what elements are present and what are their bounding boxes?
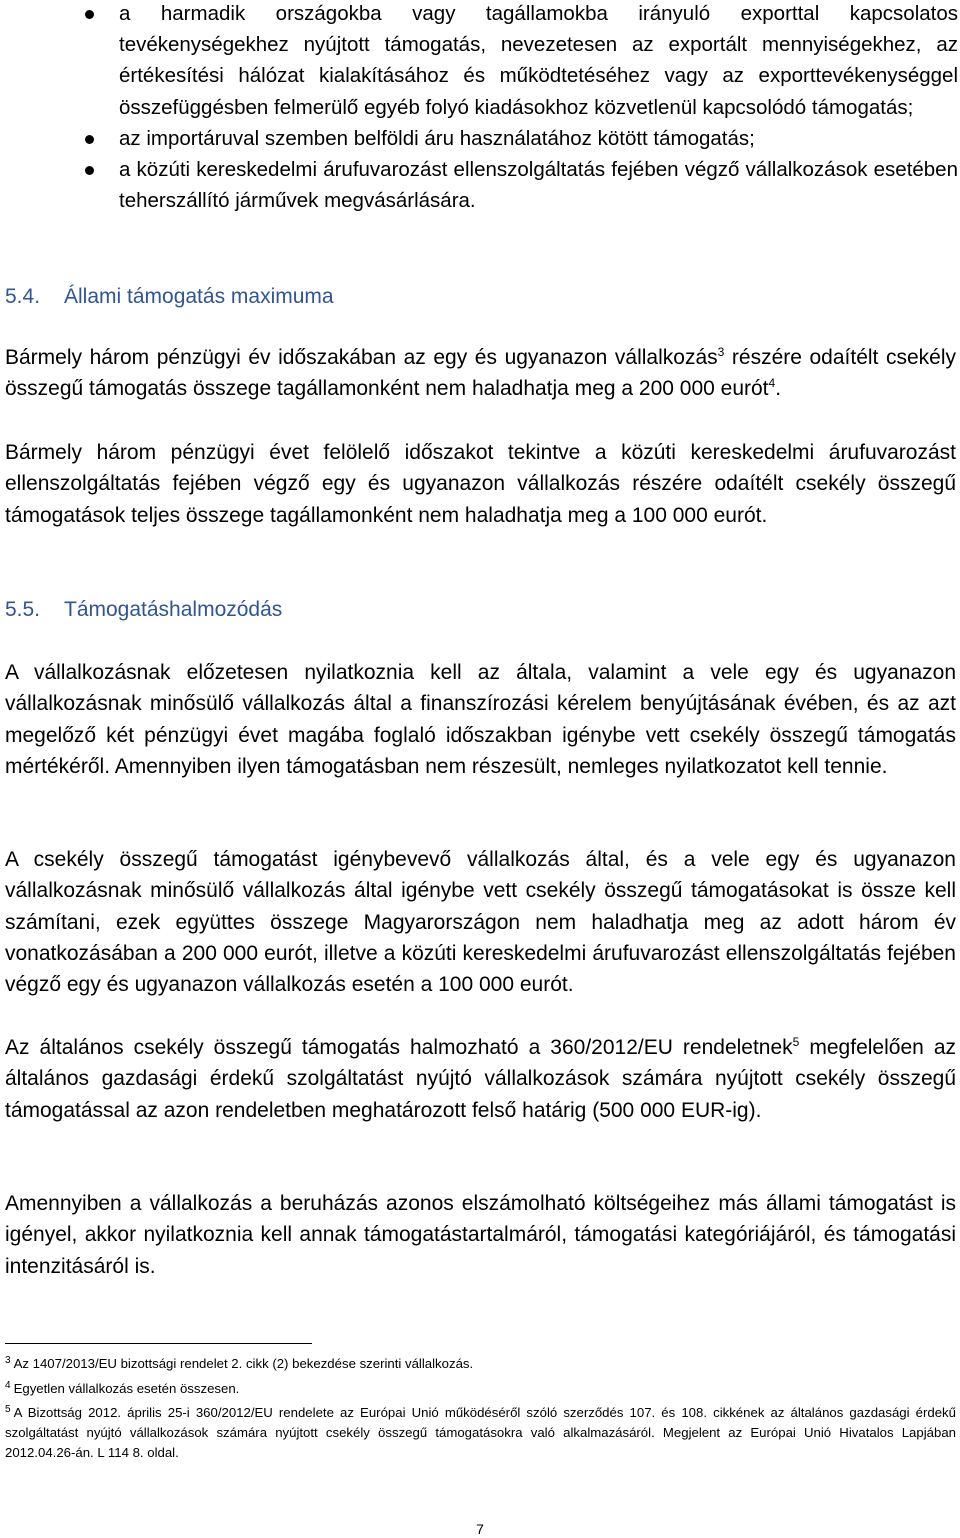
section-title: Állami támogatás maximuma xyxy=(64,285,334,308)
page-number: 7 xyxy=(476,1521,484,1537)
footnote xyxy=(5,1403,956,1463)
list-item-text: a harmadik országokba vagy tagállamokba irányuló exporttal kapcsolatos tevékenységekhez nyújtott támogatás, nevezetesen az exportált mennyiségekhez, az értékesítési hálózat kialakításához és működtetéséhez vagy az exporttevékenységgel összefüggésben felmerülő egyéb folyó kiadásokhoz közvetlenül kapcsolódó támogatás; xyxy=(119,2,958,119)
bullet-icon xyxy=(85,10,94,19)
footnote xyxy=(5,1354,956,1374)
footnote xyxy=(5,1379,956,1399)
footnote-mark: 5 xyxy=(5,1404,11,1415)
paragraph xyxy=(5,1032,956,1126)
list-item xyxy=(0,154,958,216)
paragraph: Bármely három pénzügyi évet felölelő időszakot tekintve a közúti kereskedelmi árufuvarozást ellenszolgáltatás fejében végző egy és ugyanazon vállalkozás részére odaítélt csekély összegű támogatások teljes összege tagállamonként nem haladhatja meg a 100 000 eurót. xyxy=(5,441,956,527)
bullet-icon xyxy=(85,135,94,144)
section-number: 5.4. xyxy=(5,285,41,308)
footnote-text: A Bizottság 2012. április 25-i 360/2012/EU rendelete az Európai Unió működéséről szóló szerződés 107. és 108. cikkének az általános gazdasági érdekű szolgáltatást nyújtó vállalkozások számára nyújtott csekély összegű támogatásokra való alkalmazásáról. Megjelent az Európai Unió Hivatalos Lapjában 2012.04.26-án. L 114 8. oldal. xyxy=(5,1405,956,1460)
footnote-separator xyxy=(5,1343,312,1344)
paragraph: A vállalkozásnak előzetesen nyilatkoznia kell az általa, valamint a vele egy és ugyanazon vállalkozásnak minősülő vállalkozás által a finanszírozási kérelem benyújtásának évében, és az azt megelőző két pénzügyi évet magába foglaló időszakban igénybe vett csekély összegű támogatás mértékéről. Amennyiben ilyen támogatásban nem részesült, nemleges nyilatkozatot kell tennie. xyxy=(5,661,956,778)
list-item xyxy=(0,0,958,123)
section-number: 5.5. xyxy=(5,598,41,621)
paragraph: A csekély összegű támogatást igénybevevő vállalkozás által, és a vele egy és ugyanazon vállalkozásnak minősülő vállalkozás által igénybe vett csekély összegű támogatásokat is össze kell számítani, ezek együttes összege Magyarországon nem haladhatja meg az adott három év vonatkozásában a 200 000 eurót, illetve a közúti kereskedelmi árufuvarozást ellenszolgáltatás fejében végző egy és ugyanazon vállalkozás esetén a 100 000 eurót. xyxy=(5,848,956,997)
paragraph: Amennyiben a vállalkozás a beruházás azonos elszámolható költségeihez más állami támogatást is igényel, akkor nyilatkoznia kell annak támogatástartalmáról, támogatási kategóriájáról, és támogatási intenzitásáról is. xyxy=(5,1192,956,1278)
footnote-ref[interactable]: 4 xyxy=(768,376,776,391)
footnote-text: Az 1407/2013/EU bizottsági rendelet 2. cikk (2) bekezdése szerinti vállalkozás. xyxy=(13,1356,474,1371)
paragraph-text: megfelelően az általános gazdasági érdekű szolgáltatást nyújtó vállalkozások számára nyújtott csekély összegű támogatással az azon rendeletben meghatározott felső határig (500 000 EUR-ig). xyxy=(5,1036,957,1122)
footnote-text: Egyetlen vállalkozás esetén összesen. xyxy=(13,1381,240,1396)
paragraph-text: részére odaítélt csekély összegű támogatás összege tagállamonként nem haladhatja meg a 200 000 eurót xyxy=(5,346,956,401)
list-item-text: az importáruval szemben belföldi áru használatához kötött támogatás; xyxy=(119,126,755,150)
paragraph-text: . xyxy=(775,377,782,401)
section-heading-5-4 xyxy=(5,283,334,311)
section-title: Támogatáshalmozódás xyxy=(64,598,283,621)
footnote-mark: 4 xyxy=(5,1380,11,1391)
paragraph-text: Az általános csekély összegű támogatás halmozható a 360/2012/EU rendeletnek xyxy=(5,1036,793,1059)
list-item-text: a közúti kereskedelmi árufuvarozást ellenszolgáltatás fejében végző vállalkozások esetében teherszállító járművek megvásárlására. xyxy=(119,158,958,213)
list-item xyxy=(0,123,958,154)
paragraph xyxy=(5,342,956,405)
section-heading-5-5 xyxy=(5,596,282,624)
footnote-ref[interactable]: 3 xyxy=(717,345,725,359)
footnote-ref[interactable]: 5 xyxy=(792,1035,800,1049)
footnote-mark: 3 xyxy=(5,1355,11,1366)
bullet-list xyxy=(0,0,958,216)
bullet-icon xyxy=(85,166,94,175)
paragraph-text: Bármely három pénzügyi év időszakában az egy és ugyanazon vállalkozás xyxy=(5,346,718,369)
